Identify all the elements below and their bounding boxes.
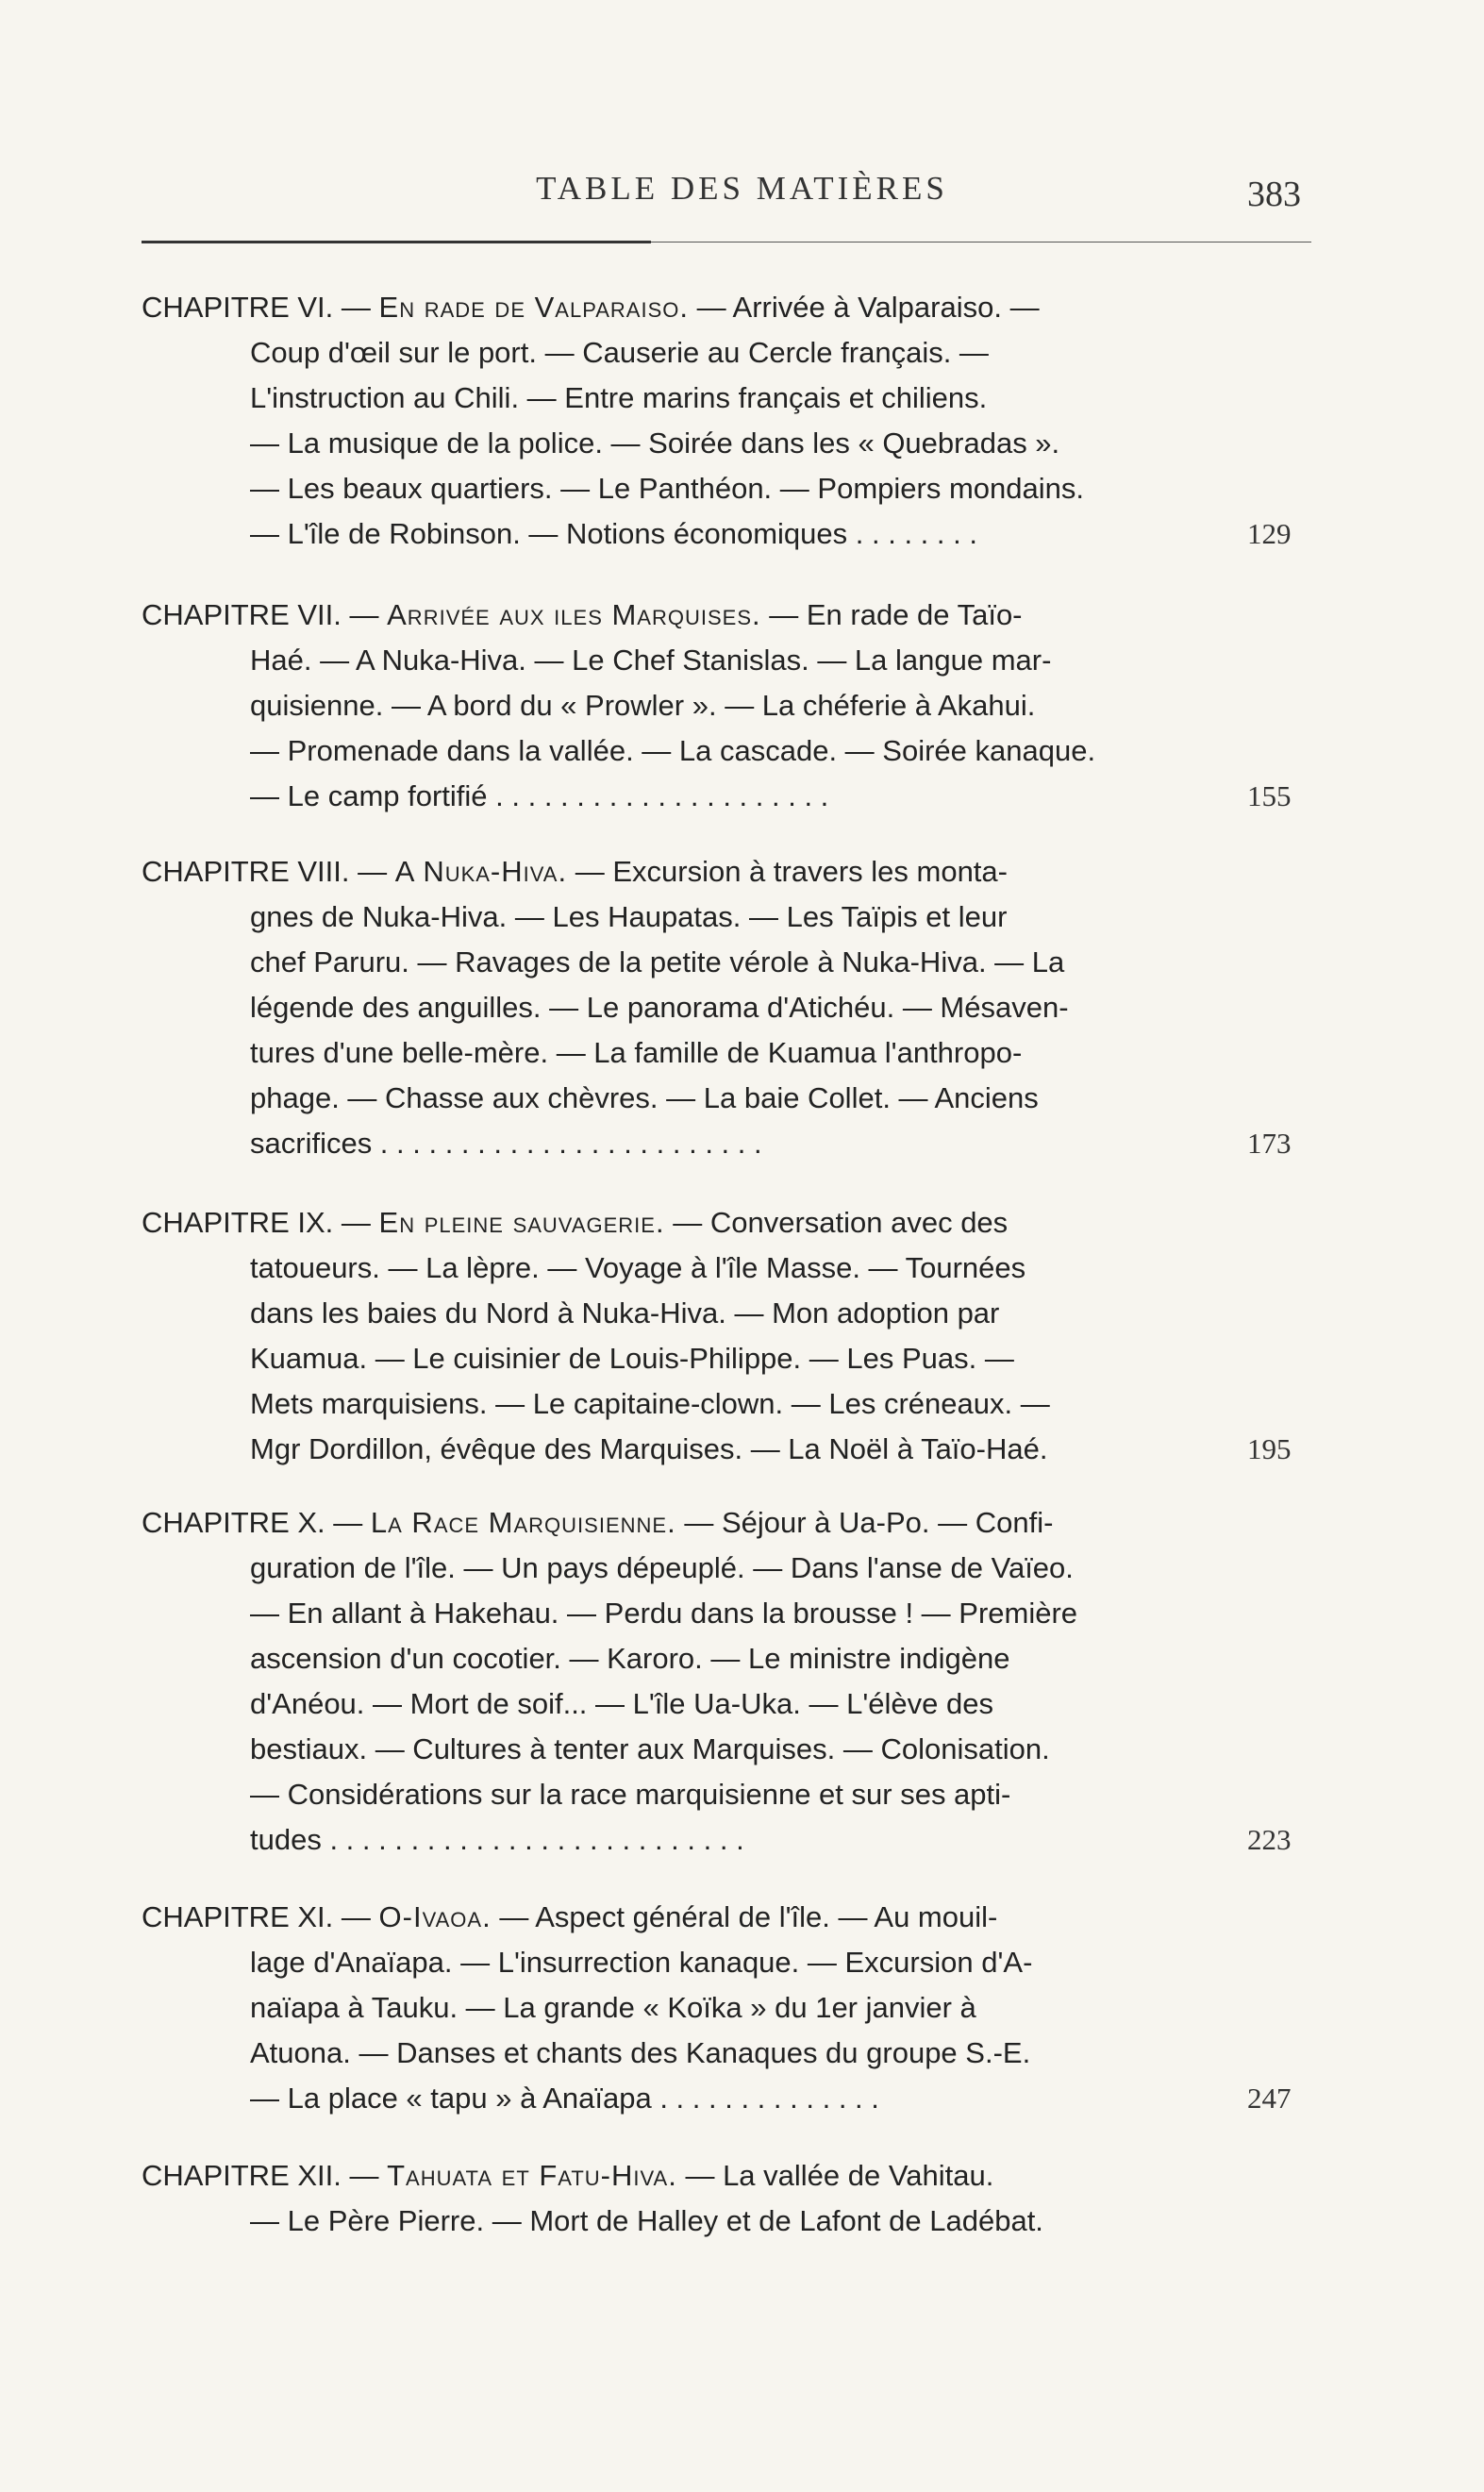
toc-line: — Promenade dans la vallée. — La cascade. — Soirée kanaque.: [250, 734, 1096, 767]
chapter-line-text: — Séjour à Ua-Po. — Confi-: [684, 1506, 1054, 1539]
chapter-line-text: — La vallée de Vahitau.: [685, 2159, 994, 2192]
chapter-line-text: — Aspect général de l'île. — Au mouil-: [499, 1900, 998, 1933]
toc-line-last: [142, 1121, 1321, 1166]
toc-line: CHAPITRE X. — La Race Marquisienne. — Séjour à Ua-Po. — Confi-: [142, 1506, 1054, 1539]
chapter-line-text: sacrifices . . . . . . . . . . . . . . . . . . . . . . . .: [250, 1127, 762, 1160]
toc-entry-chapter-9: [142, 1200, 1321, 1472]
running-title: TABLE DES MATIÈRES: [536, 170, 948, 207]
toc-line-last: [142, 2076, 1321, 2121]
chapter-subtitle: Tahuata et Fatu-Hiva.: [387, 2159, 677, 2192]
toc-line: — En allant à Hakehau. — Perdu dans la brousse ! — Première: [250, 1597, 1078, 1630]
header-rule-thin: [651, 242, 1311, 243]
toc-line: quisienne. — A bord du « Prowler ». — La chéferie à Akahui.: [250, 689, 1036, 722]
chapter-line-text: — Le camp fortifié . . . . . . . . . . . . . . . . . . . . .: [250, 779, 829, 812]
chapter-page-number: 173: [1247, 1127, 1292, 1160]
toc-line: gnes de Nuka-Hiva. — Les Haupatas. — Les Taïpis et leur: [250, 900, 1008, 933]
toc-line: Kuamua. — Le cuisinier de Louis-Philippe. — Les Puas. —: [250, 1342, 1014, 1375]
chapter-subtitle: Arrivée aux iles Marquises.: [387, 598, 761, 631]
toc-line: — La musique de la police. — Soirée dans les « Quebradas ».: [250, 426, 1060, 460]
page-number: 383: [1247, 175, 1301, 214]
toc-entry-chapter-7: [142, 593, 1321, 819]
chapter-line-text: — L'île de Robinson. — Notions économiques . . . . . . . .: [250, 517, 977, 550]
chapter-page-number: 247: [1247, 2082, 1292, 2115]
toc-line: chef Paruru. — Ravages de la petite vérole à Nuka-Hiva. — La: [250, 945, 1065, 978]
toc-line: dans les baies du Nord à Nuka-Hiva. — Mon adoption par: [250, 1296, 1000, 1330]
toc-entry-chapter-11: [142, 1895, 1321, 2121]
toc-line-last: [142, 774, 1321, 819]
toc-entry-chapter-12: [142, 2153, 1321, 2244]
chapter-number: CHAPITRE XI.: [142, 1900, 334, 1933]
toc-entry-chapter-6: [142, 285, 1321, 557]
toc-line: Haé. — A Nuka-Hiva. — Le Chef Stanislas. — La langue mar-: [250, 644, 1052, 677]
toc-line: CHAPITRE VI. — En rade de Valparaiso. — Arrivée à Valparaiso. —: [142, 291, 1040, 324]
toc-line: tatoueurs. — La lèpre. — Voyage à l'île Masse. — Tournées: [250, 1251, 1026, 1284]
toc-line: Atuona. — Danses et chants des Kanaques du groupe S.-E.: [250, 2036, 1031, 2069]
toc-line: bestiaux. — Cultures à tenter aux Marquises. — Colonisation.: [250, 1732, 1050, 1765]
chapter-line-text: — Conversation avec des: [673, 1206, 1009, 1239]
toc-line: — Considérations sur la race marquisienne et sur ses apti-: [250, 1778, 1011, 1811]
toc-line: CHAPITRE XI. — O-Ivaoa. — Aspect général de l'île. — Au mouil-: [142, 1900, 998, 1933]
toc-line: CHAPITRE IX. — En pleine sauvagerie. — Conversation avec des: [142, 1206, 1009, 1239]
chapter-page-number: 129: [1247, 517, 1292, 550]
chapter-subtitle: En rade de Valparaiso.: [378, 291, 689, 324]
toc-line-last: [142, 1427, 1321, 1472]
toc-line: L'instruction au Chili. — Entre marins français et chiliens.: [250, 381, 988, 414]
toc-line: lage d'Anaïapa. — L'insurrection kanaque. — Excursion d'A-: [250, 1946, 1033, 1979]
toc-line: CHAPITRE XII. — Tahuata et Fatu-Hiva. — La vallée de Vahitau.: [142, 2159, 994, 2192]
chapter-line-text: Mgr Dordillon, évêque des Marquises. — La Noël à Taïo-Haé.: [250, 1432, 1048, 1465]
toc-line: CHAPITRE VIII. — A Nuka-Hiva. — Excursion à travers les monta-: [142, 855, 1008, 888]
chapter-page-number: 155: [1247, 779, 1292, 812]
toc-line: CHAPITRE VII. — Arrivée aux iles Marquises. — En rade de Taïo-: [142, 598, 1023, 631]
toc-entry-chapter-10: [142, 1500, 1321, 1863]
toc-line-last: [142, 1817, 1321, 1863]
toc-entry-chapter-8: [142, 849, 1321, 1166]
chapter-number: CHAPITRE X.: [142, 1506, 325, 1539]
chapter-number: CHAPITRE VIII.: [142, 855, 350, 888]
chapter-line-text: — Excursion à travers les monta-: [575, 855, 1008, 888]
header-rule: [142, 241, 651, 243]
chapter-page-number: 195: [1247, 1432, 1292, 1465]
chapter-page-number: 223: [1247, 1823, 1292, 1856]
toc-line: légende des anguilles. — Le panorama d'Atichéu. — Mésaven-: [250, 991, 1069, 1024]
toc-line: — Les beaux quartiers. — Le Panthéon. — Pompiers mondains.: [250, 472, 1084, 505]
chapter-number: CHAPITRE XII.: [142, 2159, 342, 2192]
chapter-line-text: tudes . . . . . . . . . . . . . . . . . . . . . . . . . .: [250, 1823, 744, 1856]
toc-line-last: [142, 511, 1321, 557]
toc-line: Coup d'œil sur le port. — Causerie au Cercle français. —: [250, 336, 989, 369]
chapter-subtitle: La Race Marquisienne.: [370, 1506, 676, 1539]
chapter-subtitle: En pleine sauvagerie.: [378, 1206, 665, 1239]
chapter-line-text: — Arrivée à Valparaiso. —: [696, 291, 1040, 324]
chapter-number: CHAPITRE VII.: [142, 598, 342, 631]
toc-line: phage. — Chasse aux chèvres. — La baie Collet. — Anciens: [250, 1081, 1039, 1114]
toc-line: — Le Père Pierre. — Mort de Halley et de Lafont de Ladébat.: [250, 2204, 1043, 2237]
toc-line: d'Anéou. — Mort de soif... — L'île Ua-Uka. — L'élève des: [250, 1687, 993, 1720]
toc-line: Mets marquisiens. — Le capitaine-clown. — Les créneaux. —: [250, 1387, 1050, 1420]
chapter-number: CHAPITRE VI.: [142, 291, 334, 324]
toc-line: ascension d'un cocotier. — Karoro. — Le ministre indigène: [250, 1642, 1010, 1675]
toc-line: naïapa à Tauku. — La grande « Koïka » du 1er janvier à: [250, 1991, 976, 2024]
chapter-subtitle: A Nuka-Hiva.: [394, 855, 568, 888]
chapter-line-text: — En rade de Taïo-: [769, 598, 1023, 631]
chapter-number: CHAPITRE IX.: [142, 1206, 334, 1239]
toc-line: guration de l'île. — Un pays dépeuplé. — Dans l'anse de Vaïeo.: [250, 1551, 1074, 1584]
toc-line: tures d'une belle-mère. — La famille de Kuamua l'anthropo-: [250, 1036, 1023, 1069]
chapter-subtitle: O-Ivaoa.: [378, 1900, 492, 1933]
chapter-line-text: — La place « tapu » à Anaïapa . . . . . . . . . . . . . .: [250, 2082, 879, 2115]
